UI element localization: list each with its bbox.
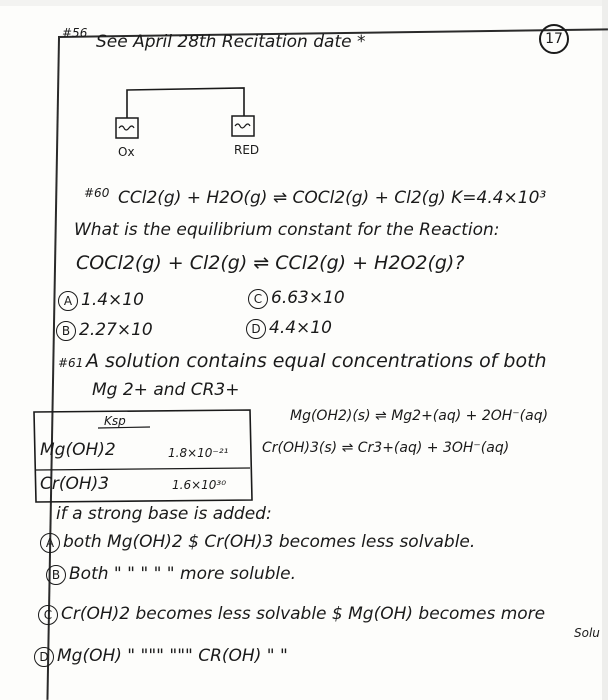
page-number: 17 (539, 24, 569, 54)
answer-letter-c: C (38, 605, 58, 625)
choice-text-d: 4.4×10 (269, 318, 332, 338)
answer-letter-d: D (34, 647, 54, 667)
diagram-wire (127, 88, 244, 118)
choice-letter-c: C (248, 289, 268, 309)
equilibrium-mg: Mg(OH2)(s) ⇌ Mg2+(aq) + 2OH⁻(aq) (290, 408, 549, 424)
recitation-note: See April 28th Recitation date * (96, 32, 366, 52)
q61-line2: Mg 2+ and CR3+ (92, 380, 240, 400)
right-electrode-wave (235, 124, 250, 128)
choice-text-c: 6.63×10 (271, 288, 345, 308)
problem-tag-61: #61 (58, 356, 84, 370)
ksp-value-mg: 1.8×10⁻²¹ (168, 446, 229, 460)
diagram-label-ox: Ox (118, 145, 135, 159)
answer-letter-b: B (46, 565, 66, 585)
choice-letter-b: B (56, 321, 76, 341)
answer-text-c: Cr(OH)2 becomes less solvable $ Mg(OH) becomes more (61, 604, 546, 624)
ksp-compound-cr: Cr(OH)3 (40, 474, 110, 494)
q60-question-line2: COCl2(g) + Cl2(g) ⇌ CCl2(g) + H2O2(g)? (76, 252, 465, 274)
problem-tag-56: #56 (62, 26, 88, 40)
ksp-value-cr: 1.6×10³⁰ (172, 478, 227, 492)
q60-choice-d (246, 318, 332, 339)
q61-answer-a (40, 532, 475, 553)
q60-reaction: CCl2(g) + H2O(g) ⇌ COCl2(g) + Cl2(g) K=4.4×10³ (118, 188, 547, 208)
equilibrium-cr: Cr(OH)3(s) ⇌ Cr3+(aq) + 3OH⁻(aq) (262, 440, 510, 456)
ksp-compound-mg: Mg(OH)2 (40, 440, 116, 460)
q61-answer-c (38, 604, 545, 625)
left-electrode-wave (119, 126, 134, 130)
answer-letter-a: A (40, 533, 60, 553)
answer-text-b: Both " " " " " more soluble. (69, 564, 296, 584)
q61-stem: if a strong base is added: (56, 504, 272, 524)
q60-choice-a (58, 290, 144, 311)
ksp-table-divider (36, 468, 250, 470)
choice-letter-d: D (246, 319, 266, 339)
q61-answer-b (46, 564, 296, 585)
q61-line1: A solution contains equal concentrations of both (86, 350, 547, 372)
answer-text-a: both Mg(OH)2 $ Cr(OH)3 becomes less solvable. (63, 532, 476, 552)
overflow-word: Solu (574, 626, 600, 640)
problem-tag-60: #60 (84, 186, 110, 200)
q60-choice-c (248, 288, 345, 309)
choice-text-a: 1.4×10 (81, 290, 144, 310)
choice-text-b: 2.27×10 (79, 320, 153, 340)
choice-letter-a: A (58, 291, 78, 311)
q60-choice-b (56, 320, 153, 341)
ksp-header: Ksp (104, 414, 126, 428)
q61-answer-d (34, 646, 288, 667)
q60-question-line1: What is the equilibrium constant for the Reaction: (74, 220, 500, 240)
answer-text-d: Mg(OH) " """ """ CR(OH) " " (57, 646, 288, 666)
diagram-label-red: RED (234, 143, 260, 157)
